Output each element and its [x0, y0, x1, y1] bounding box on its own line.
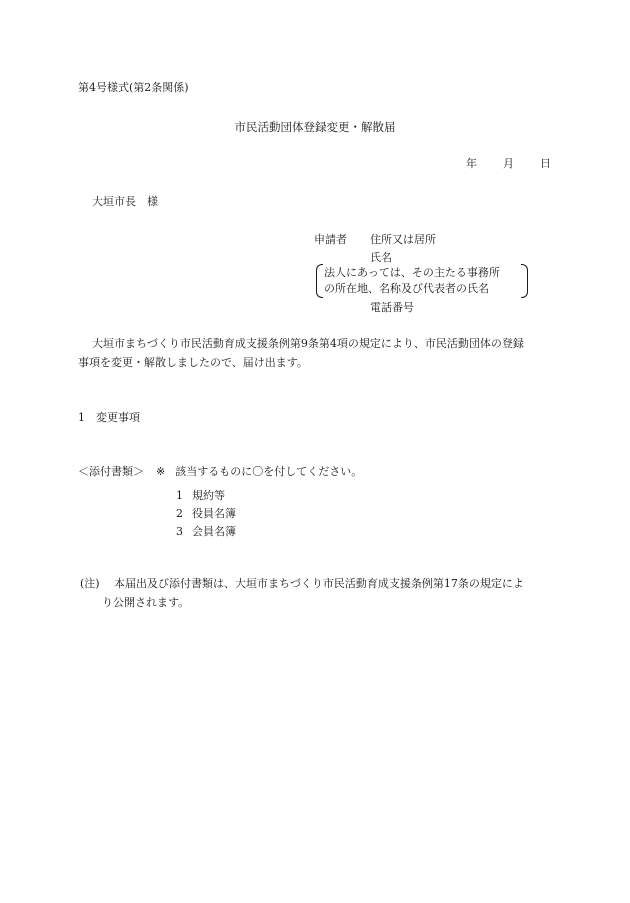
document-title: 市民活動団体登録変更・解散届	[234, 120, 396, 134]
list-item: 1 規約等	[176, 489, 225, 502]
declaration-line2: 事項を変更・解散しましたので、届け出ます。	[78, 356, 308, 369]
addressee: 大垣市長 様	[92, 195, 158, 208]
corporation-note-line1: 法人にあっては、その主たる事務所	[324, 266, 500, 279]
note-line1: 本届出及び添付書類は、大垣市まちづくり市民活動育成支援条例第17条の規定によ	[114, 577, 524, 590]
attachments-title: ＜添付書類＞	[78, 465, 144, 478]
right-bracket	[521, 264, 528, 298]
name-label: 氏名	[370, 251, 392, 264]
note-line2: り公開されます。	[102, 596, 190, 609]
applicant-label: 申請者	[314, 233, 347, 246]
disclosure-note	[80, 574, 560, 612]
date-year-label: 年	[466, 157, 477, 170]
left-bracket	[316, 264, 323, 298]
section-number: 1	[78, 411, 85, 424]
date-line	[466, 158, 551, 169]
address-label: 住所又は居所	[370, 233, 436, 246]
attachments-heading	[78, 466, 362, 477]
list-item: 3 会員名簿	[176, 525, 236, 538]
corporation-note-line2: の所在地、名称及び代表者の氏名	[324, 282, 489, 295]
date-day-label: 日	[540, 157, 551, 170]
attachments-list	[176, 487, 236, 541]
date-month-label: 月	[503, 157, 514, 170]
form-number: 第4号様式(第2条関係)	[78, 81, 189, 94]
list-item: 2 役員名簿	[176, 507, 236, 520]
phone-label: 電話番号	[370, 301, 414, 314]
reference-mark: ※	[156, 465, 166, 478]
section-change-items	[78, 412, 140, 423]
note-tag: (注)	[80, 577, 100, 590]
section-label: 変更事項	[96, 411, 140, 424]
declaration-text	[78, 334, 553, 372]
attachments-instruction: 該当するものに〇を付してください。	[175, 465, 363, 478]
declaration-line1: 大垣市まちづくり市民活動育成支援条例第9条第4項の規定により、市民活動団体の登録	[92, 337, 524, 350]
corporation-note	[316, 264, 528, 298]
